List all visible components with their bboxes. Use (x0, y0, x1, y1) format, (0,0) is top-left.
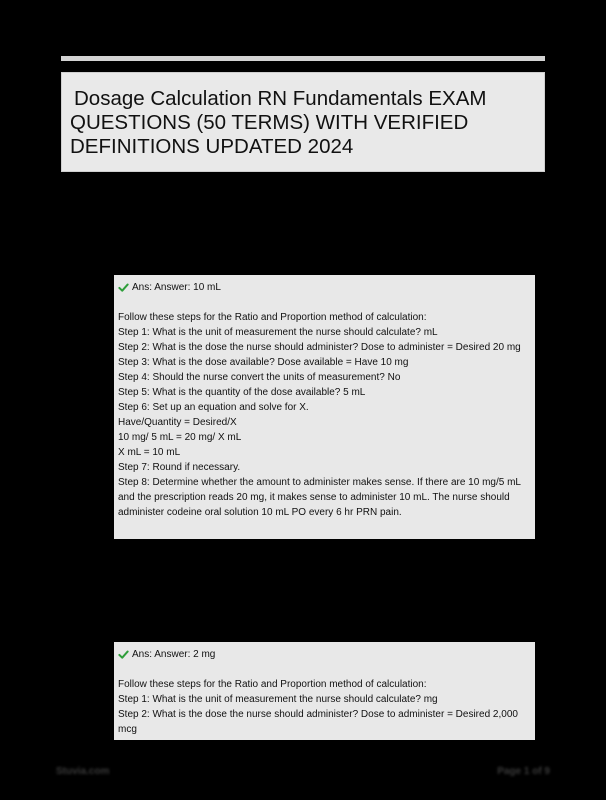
checkmark-icon (118, 649, 129, 660)
answer-line: 10 mg/ 5 mL = 20 mg/ X mL (118, 432, 242, 443)
answer-card-1 (114, 275, 535, 539)
answer-line: X mL = 10 mL (118, 447, 181, 458)
answer-line: Have/Quantity = Desired/X (118, 417, 237, 428)
answer-line: Step 1: What is the unit of measurement the nurse should calculate? mg (118, 694, 438, 705)
top-divider (61, 56, 545, 61)
answer-line: Step 4: Should the nurse convert the units of measurement? No (118, 372, 401, 383)
answer-heading-text: Ans: Answer: 2 mg (132, 649, 216, 660)
answer-line: Step 3: What is the dose available? Dose available = Have 10 mg (118, 357, 409, 368)
checkmark-icon (118, 282, 129, 293)
answer-line: Step 6: Set up an equation and solve for X. (118, 402, 309, 413)
document-title-line-1: Dosage Calculation RN Fundamentals EXAM (74, 87, 487, 110)
answer-line: Step 7: Round if necessary. (118, 462, 241, 473)
answer-heading-1 (118, 280, 531, 295)
answer-line: Follow these steps for the Ratio and Proportion method of calculation: (118, 679, 427, 690)
answer-heading-2 (118, 647, 531, 662)
answer-line: Step 2: What is the dose the nurse should administer? Dose to administer = Desired 2,000 mcg (118, 709, 518, 735)
footer-page-number: Page 1 of 9 (497, 766, 550, 777)
document-title-box (61, 72, 545, 172)
answer-line: Step 8: Determine whether the amount to administer makes sense. If there are 10 mg/5 mL and the prescription reads 20 mg, it makes sense to administer 10 mL. The nurse should administer codeine oral solution 10 mL PO every 6 hr PRN pain. (118, 477, 521, 518)
answer-line: Step 2: What is the dose the nurse should administer? Dose to administer = Desired 20 mg (118, 342, 521, 353)
answer-line: Follow these steps for the Ratio and Proportion method of calculation: (118, 312, 427, 323)
answer-card-2 (114, 642, 535, 740)
footer-site-label: Stuvia.com (56, 766, 110, 777)
document-title-line-2: QUESTIONS (50 TERMS) WITH VERIFIED (70, 111, 469, 134)
document-title-line-3: DEFINITIONS UPDATED 2024 (70, 135, 354, 158)
answer-line: Step 1: What is the unit of measurement the nurse should calculate? mL (118, 327, 438, 338)
answer-heading-text: Ans: Answer: 10 mL (132, 282, 221, 293)
answer-line: Step 5: What is the quantity of the dose available? 5 mL (118, 387, 366, 398)
